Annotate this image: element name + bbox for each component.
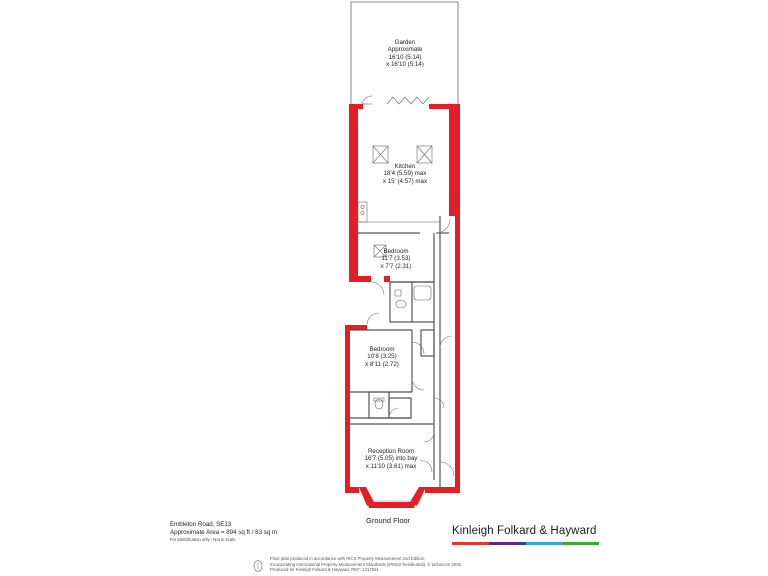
bifold-doors-icon (362, 96, 429, 104)
brand-bar-purple (489, 542, 526, 545)
reception-name: Reception Room (367, 448, 415, 455)
bedroom2-label (352, 346, 412, 368)
brand-color-bar (452, 542, 599, 545)
bedroom1-name: Bedroom (383, 248, 409, 255)
bedroom1-dim2: x 7'7 (2.31) (380, 262, 412, 270)
reception-dim2: x 11'10 (3.61) max (365, 462, 417, 470)
property-address: Embleton Road, SE13 (170, 521, 232, 528)
bedroom2-name: Bedroom (369, 346, 395, 353)
kitchen-name: Kitchen (394, 163, 416, 170)
reception-label (350, 448, 432, 470)
bedroom1-dim1: 11'7 (3.53) (381, 255, 411, 263)
bedroom2-dim2: x 8'11 (2.72) (365, 360, 399, 368)
bedroom2-dim1: 10'8 (3.25) (367, 353, 397, 361)
property-info (170, 521, 277, 543)
brand-name: Kinleigh Folkard & Hayward (452, 525, 597, 537)
brand-bar-blue (526, 542, 563, 545)
skylight-icon (373, 146, 432, 163)
kitchen-label (368, 163, 442, 185)
bedroom1-label (368, 248, 424, 270)
garden-approx: Approximate (387, 46, 423, 54)
footer-line2: Incorporating International Property Measurement Standards (IPMS2 Residential). © nichecom 2025. (270, 561, 463, 567)
kitchen-dim1: 18'4 (5.59) max (383, 170, 427, 178)
garden-label (370, 39, 440, 69)
garden-dim2: x 16'10 (5.14) (386, 61, 424, 69)
kitchen-dim2: x 15' (4.57) max (382, 177, 428, 185)
kitchen-fittings (358, 202, 440, 222)
footer-line3: Produced for Kinleigh Folkard & Hayward. REF: 1317561 (270, 567, 379, 573)
footer-notes (270, 556, 462, 573)
footer-line1: Floor plan produced in accordance with RICS Property Measurement 2nd Edition, (270, 556, 426, 561)
garden-name: Garden (394, 39, 416, 46)
brand-bar-green (562, 542, 599, 545)
property-area: Approximate Area = 894 sq ft / 83 sq m (170, 529, 278, 536)
property-disclaimer: For identification only - Not to scale (170, 537, 236, 542)
reception-dim1: 16'7 (5.05) into bay (364, 455, 418, 463)
brand-bar-red (452, 542, 489, 545)
garden-dim1: 16'10 (5.14) (388, 53, 422, 61)
nichecom-logo-icon (252, 560, 264, 572)
floor-label: Ground Floor (366, 516, 411, 525)
